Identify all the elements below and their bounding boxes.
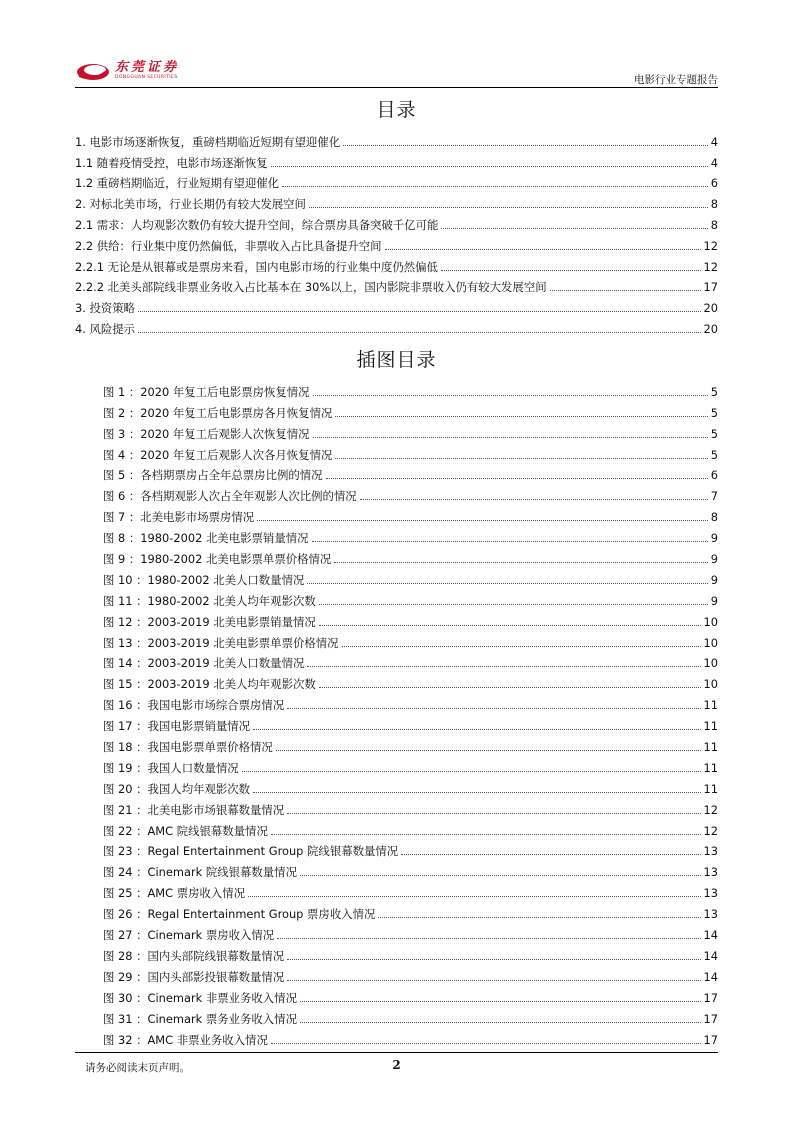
figure-entry-page: 13	[703, 907, 718, 922]
dot-leader	[319, 625, 701, 626]
figure-entry-page: 13	[703, 844, 718, 859]
figure-entry-label: 图 8 ：1980-2002 北美电影票销量情况	[103, 531, 309, 546]
toc-entry-page: 12	[703, 259, 718, 274]
dot-leader	[138, 311, 700, 312]
toc-list	[75, 128, 718, 336]
figure-entry-label: 图 18 ：我国电影票单票价格情况	[103, 740, 273, 755]
dot-leader	[248, 896, 700, 897]
toc-entry-label: 2.2.1 无论是从银幕或是票房来看，国内电影市场的行业集中度仍然偏低	[75, 259, 438, 274]
figure-entry-label: 图 22 ：AMC 院线银幕数量情况	[103, 823, 268, 838]
figure-entry-page: 17	[703, 990, 718, 1005]
figure-entry[interactable]	[103, 817, 718, 838]
figure-entry-page: 11	[703, 781, 718, 796]
toc-entry[interactable]	[75, 170, 718, 191]
toc-entry-page: 17	[703, 280, 718, 295]
toc-entry-page: 12	[703, 238, 718, 253]
dot-leader	[385, 249, 701, 250]
dot-leader	[300, 1001, 701, 1002]
dot-leader	[326, 478, 708, 479]
figure-entry[interactable]	[103, 733, 718, 754]
dot-leader	[335, 458, 707, 459]
toc-entry-label: 1. 电影市场逐渐恢复，重磅档期临近短期有望迎催化	[75, 134, 341, 149]
logo-swoosh-icon	[75, 60, 111, 82]
figure-entry[interactable]	[103, 524, 718, 545]
figure-entry-page: 9	[710, 593, 718, 608]
figure-entry-label: 图 9 ：1980-2002 北美电影票单票价格情况	[103, 552, 332, 567]
figure-entry-label: 图 21 ：北美电影市场银幕数量情况	[103, 802, 285, 817]
toc-entry-label: 1.1 随着疫情受控，电影市场逐渐恢复	[75, 155, 268, 170]
figure-entry-page: 10	[703, 656, 718, 671]
figure-entry[interactable]	[103, 650, 718, 671]
dot-leader	[313, 437, 708, 438]
figure-entry-page: 17	[703, 1032, 718, 1047]
dot-leader	[550, 290, 701, 291]
figure-entry-page: 14	[703, 948, 718, 963]
page-number: 2	[392, 1058, 401, 1072]
dot-leader	[271, 1043, 701, 1044]
toc-entry[interactable]	[75, 211, 718, 232]
toc-entry[interactable]	[75, 315, 718, 336]
dot-leader	[441, 270, 701, 271]
figure-entry-page: 9	[710, 572, 718, 587]
toc-entry-page: 8	[710, 197, 718, 212]
dot-leader	[378, 917, 700, 918]
toc-entry[interactable]	[75, 274, 718, 295]
toc-title: 目录	[376, 99, 417, 121]
dot-leader	[441, 228, 707, 229]
footer-disclaimer: 请务必阅读末页声明。	[85, 1062, 190, 1074]
dot-leader	[309, 207, 708, 208]
toc-entry-page: 20	[703, 321, 718, 336]
toc-entry-label: 2.2 供给：行业集中度仍然偏低，非票收入占比具备提升空间	[75, 238, 382, 253]
figure-entry[interactable]	[103, 879, 718, 900]
figure-entry-label: 图 32 ：AMC 非票业务收入情况	[103, 1032, 268, 1047]
figure-entry[interactable]	[103, 441, 718, 462]
figure-entry[interactable]	[103, 963, 718, 984]
toc-entry-label: 2. 对标北美市场，行业长期仍有较大发展空间	[75, 197, 306, 212]
figure-entry-page: 5	[710, 426, 718, 441]
figure-entry-page: 11	[703, 760, 718, 775]
toc-entry[interactable]	[75, 294, 718, 315]
dot-leader	[287, 980, 700, 981]
figure-entry-label: 图 29 ：国内头部影投银幕数量情况	[103, 969, 285, 984]
figure-entry[interactable]	[103, 754, 718, 775]
figure-entry[interactable]	[103, 378, 718, 399]
figure-entry-label: 图 25 ：AMC 票房收入情况	[103, 886, 246, 901]
figure-entry[interactable]	[103, 503, 718, 524]
toc-entry[interactable]	[75, 190, 718, 211]
dot-leader	[335, 416, 707, 417]
figure-entry-page: 14	[703, 928, 718, 943]
toc-entry[interactable]	[75, 149, 718, 170]
figure-entry[interactable]	[103, 796, 718, 817]
header-divider	[75, 87, 718, 88]
figure-entry[interactable]	[103, 670, 718, 691]
figure-entry-page: 12	[703, 823, 718, 838]
toc-entry-page: 20	[703, 301, 718, 316]
toc-entry[interactable]	[75, 232, 718, 253]
figure-entry-label: 图 1 ：2020 年复工后电影票房恢复情况	[103, 384, 310, 399]
figure-entry-label: 图 3 ：2020 年复工后观影人次恢复情况	[103, 426, 310, 441]
figure-entry-label: 图 5 ：各档期票房占全年总票房比例的情况	[103, 468, 323, 483]
dot-leader	[343, 145, 708, 146]
figure-entry[interactable]	[103, 942, 718, 963]
figure-entry-label: 图 14 ：2003-2019 北美人口数量情况	[103, 656, 305, 671]
figure-entry-label: 图 20 ：我国人均年观影次数	[103, 781, 251, 796]
figure-entry[interactable]	[103, 462, 718, 483]
figure-entry[interactable]	[103, 712, 718, 733]
figure-entry-label: 图 26 ：Regal Entertainment Group 票房收入情况	[103, 907, 376, 922]
dot-leader	[253, 792, 700, 793]
figure-entry[interactable]	[103, 587, 718, 608]
figure-entry-label: 图 24 ：Cinemark 院线银幕数量情况	[103, 865, 297, 880]
figure-entry[interactable]	[103, 1005, 718, 1026]
dot-leader	[319, 604, 708, 605]
figure-entry[interactable]	[103, 420, 718, 441]
figure-entry-page: 11	[703, 719, 718, 734]
figure-entry-label: 图 6 ：各档期观影人次占全年观影人次比例的情况	[103, 489, 357, 504]
figure-entry-label: 图 13 ：2003-2019 北美电影票单票价格情况	[103, 635, 339, 650]
dot-leader	[312, 541, 708, 542]
toc-entry-label: 3. 投资策略	[75, 301, 136, 316]
figure-entry-label: 图 27 ：Cinemark 票房收入情况	[103, 928, 275, 943]
dot-leader	[300, 875, 701, 876]
figure-entry-label: 图 16 ：我国电影市场综合票房情况	[103, 698, 285, 713]
figure-entry-label: 图 11 ：1980-2002 北美人均年观影次数	[103, 593, 316, 608]
toc-entry[interactable]	[75, 128, 718, 149]
dot-leader	[138, 332, 700, 333]
figure-entry-label: 图 30 ：Cinemark 非票业务收入情况	[103, 990, 297, 1005]
figure-entry-label: 图 10 ：1980-2002 北美人口数量情况	[103, 572, 305, 587]
figure-entry-label: 图 7 ：北美电影市场票房情况	[103, 510, 255, 525]
figure-entry-page: 14	[703, 969, 718, 984]
figure-entry-page: 5	[710, 384, 718, 399]
figure-entry-label: 图 31 ：Cinemark 票务业务收入情况	[103, 1011, 297, 1026]
figure-entry[interactable]	[103, 629, 718, 650]
dot-leader	[287, 959, 700, 960]
figure-entry[interactable]	[103, 984, 718, 1005]
toc-entry[interactable]	[75, 253, 718, 274]
figure-entry-label: 图 17 ：我国电影票销量情况	[103, 719, 251, 734]
dot-leader	[257, 520, 708, 521]
figure-entry[interactable]	[103, 838, 718, 859]
figure-entry-page: 11	[703, 740, 718, 755]
figure-list	[103, 378, 718, 1047]
logo-english-name: DONGGUAN SECURITIES	[115, 75, 178, 80]
figure-entry-label: 图 15 ：2003-2019 北美人均年观影次数	[103, 677, 316, 692]
dot-leader	[342, 646, 701, 647]
figure-entry[interactable]	[103, 399, 718, 420]
toc-entry-label: 2.2.2 北美头部院线非票业务收入占比基本在 30%以上，国内影院非票收入仍有较大发展空间	[75, 280, 547, 295]
toc-entry-label: 2.1 需求：人均观影次数仍有较大提升空间，综合票房具备突破千亿可能	[75, 217, 439, 232]
dot-leader	[307, 583, 707, 584]
figure-entry-page: 10	[703, 635, 718, 650]
dot-leader	[253, 729, 700, 730]
dot-leader	[271, 834, 701, 835]
figure-entry[interactable]	[103, 900, 718, 921]
figure-entry-label: 图 28 ：国内头部院线银幕数量情况	[103, 948, 285, 963]
figure-entry-page: 5	[710, 447, 718, 462]
page-header	[75, 58, 718, 90]
figure-entry[interactable]	[103, 566, 718, 587]
figure-entry-page: 9	[710, 531, 718, 546]
figure-entry-page: 10	[703, 614, 718, 629]
dot-leader	[401, 854, 700, 855]
dot-leader	[242, 771, 701, 772]
figure-entry-page: 6	[710, 468, 718, 483]
dot-leader	[313, 395, 708, 396]
figure-entry-page: 13	[703, 865, 718, 880]
toc-entry-label: 4. 风险提示	[75, 321, 136, 336]
figure-entry-page: 7	[710, 489, 718, 504]
dot-leader	[287, 813, 700, 814]
figure-entry[interactable]	[103, 858, 718, 879]
logo-chinese-name: 东莞证券	[115, 60, 180, 75]
figure-entry-label: 图 23 ：Regal Entertainment Group 院线银幕数量情况	[103, 844, 399, 859]
toc-entry-page: 4	[710, 155, 718, 170]
dot-leader	[307, 666, 700, 667]
figure-entry[interactable]	[103, 608, 718, 629]
figure-list-title: 插图目录	[356, 349, 437, 371]
company-logo	[75, 58, 179, 84]
dot-leader	[300, 1022, 701, 1023]
figure-entry[interactable]	[103, 691, 718, 712]
toc-entry-label: 1.2 重磅档期临近，行业短期有望迎催化	[75, 176, 279, 191]
toc-entry-page: 6	[710, 176, 718, 191]
figure-entry[interactable]	[103, 482, 718, 503]
figure-entry[interactable]	[103, 545, 718, 566]
report-type-label: 电影行业专题报告	[634, 74, 718, 86]
figure-entry-page: 8	[710, 510, 718, 525]
figure-entry-label: 图 19 ：我国人口数量情况	[103, 760, 239, 775]
dot-leader	[287, 708, 700, 709]
figure-entry-page: 13	[703, 886, 718, 901]
dot-leader	[360, 499, 708, 500]
figure-entry[interactable]	[103, 921, 718, 942]
toc-entry-page: 4	[710, 134, 718, 149]
figure-entry-page: 11	[703, 698, 718, 713]
dot-leader	[319, 687, 701, 688]
dot-leader	[276, 750, 701, 751]
figure-entry[interactable]	[103, 1026, 718, 1047]
figure-entry-page: 9	[710, 552, 718, 567]
dot-leader	[271, 166, 708, 167]
dot-leader	[334, 562, 707, 563]
dot-leader	[277, 938, 700, 939]
figure-entry-page: 5	[710, 405, 718, 420]
figure-entry-page: 12	[703, 802, 718, 817]
dot-leader	[282, 186, 708, 187]
figure-entry[interactable]	[103, 775, 718, 796]
toc-entry-page: 8	[710, 217, 718, 232]
figure-entry-page: 10	[703, 677, 718, 692]
figure-entry-page: 17	[703, 1011, 718, 1026]
figure-entry-label: 图 12 ：2003-2019 北美电影票销量情况	[103, 614, 316, 629]
footer-divider	[75, 1052, 718, 1053]
figure-entry-label: 图 2 ：2020 年复工后电影票房各月恢复情况	[103, 405, 333, 420]
figure-entry-label: 图 4 ：2020 年复工后观影人次各月恢复情况	[103, 447, 333, 462]
